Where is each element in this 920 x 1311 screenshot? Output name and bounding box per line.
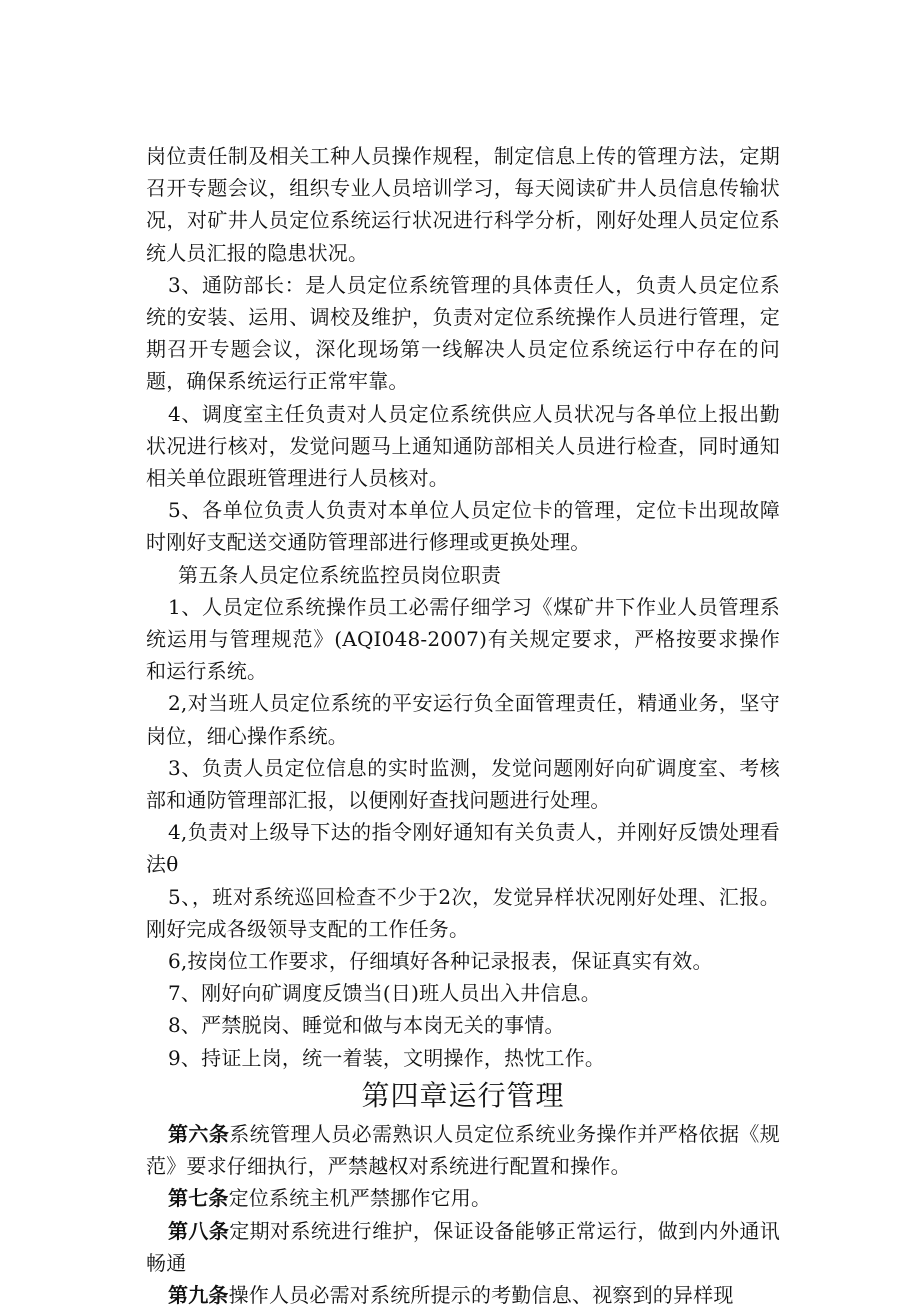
- paragraph: 3、通防部长：是人员定位系统管理的具体责任人，负责人员定位系统的安装、运用、调校及维护，负责对定位系统操作人员进行管理，定期召开专题会议，深化现场第一线解决人员定位系统运行中存在的问题，确保系统运行正常牢靠。: [146, 272, 780, 394]
- article-label: 第六条: [168, 1121, 230, 1146]
- article-text: 系统管理人员必需熟识人员定位系统业务操作并严格依据《规范》要求仔细执行，严禁越权对系统进行配置和操作。: [146, 1121, 780, 1179]
- article-paragraph: [146, 1279, 780, 1311]
- paragraph: 5、各单位负责人负责对本单位人员定位卡的管理，定位卡出现故障时刚好支配送交通防管理部进行修理或更换处理。: [146, 498, 780, 555]
- article-heading: 第五条人员定位系统监控员岗位职责: [178, 562, 502, 587]
- paragraph: 6,按岗位工作要求，仔细填好各种记录报表，保证真实有效。: [168, 949, 713, 974]
- document-body: [146, 140, 780, 1311]
- article-paragraph: [146, 1118, 780, 1182]
- paragraph: 4,负责对上级导下达的指令刚好通知有关负责人，并刚好反馈处理看法θ: [146, 820, 780, 877]
- paragraph: 9、持证上岗，统一着装，文明操作，热忱工作。: [168, 1045, 606, 1070]
- article-label: 第七条: [168, 1186, 229, 1211]
- paragraph: 8、严禁脱岗、睡觉和做与本岗无关的事情。: [168, 1013, 565, 1038]
- paragraph: 7、刚好向矿调度反馈当(日)班人员出入井信息。: [168, 981, 601, 1006]
- paragraph: 岗位责任制及相关工种人员操作规程，制定信息上传的管理方法，定期召开专题会议，组织专业人员培训学习，每天阅读矿井人员信息传输状况，对矿井人员定位系统运行状况进行科学分析，刚好处理人员定位系统人员汇报的隐患状况。: [146, 144, 780, 265]
- article-text: 定期对系统进行维护，保证设备能够正常运行，做到内外通讯畅通: [146, 1218, 780, 1275]
- paragraph: 3、负责人员定位信息的实时监测，发觉问题刚好向矿调度室、考核部和通防管理部汇报，以便刚好查找问题进行处理。: [146, 755, 780, 813]
- paragraph: 5、，班对系统巡回检查不少于2次，发觉异样状况刚好处理、汇报。刚好完成各级领导支配的工作任务。: [146, 884, 780, 941]
- paragraph: 2,对当班人员定位系统的平安运行负全面管理责任，精通业务，坚守岗位，细心操作系统。: [146, 691, 780, 748]
- paragraph: 1、人员定位系统操作员工必需仔细学习《煤矿井下作业人员管理系统运用与管理规范》(AQI048-2007)有关规定要求，严格按要求操作和运行系统。: [146, 594, 780, 684]
- article-paragraph: [146, 1182, 780, 1214]
- article-label: 第八条: [168, 1218, 230, 1243]
- article-paragraph: [146, 1215, 780, 1279]
- chapter-title: 第四章运行管理: [361, 1078, 565, 1112]
- article-text: 操作人员必需对系统所提示的考勤信息、视察到的异样现: [228, 1282, 734, 1307]
- article-text: 定位系统主机严禁挪作它用。: [228, 1186, 492, 1211]
- paragraph: 4、调度室主任负责对人员定位系统供应人员状况与各单位上报出勤状况进行核对，发觉问题马上通知通防部相关人员进行检查，同时通知相关单位跟班管理进行人员核对。: [146, 401, 780, 491]
- article-label: 第九条: [168, 1282, 229, 1307]
